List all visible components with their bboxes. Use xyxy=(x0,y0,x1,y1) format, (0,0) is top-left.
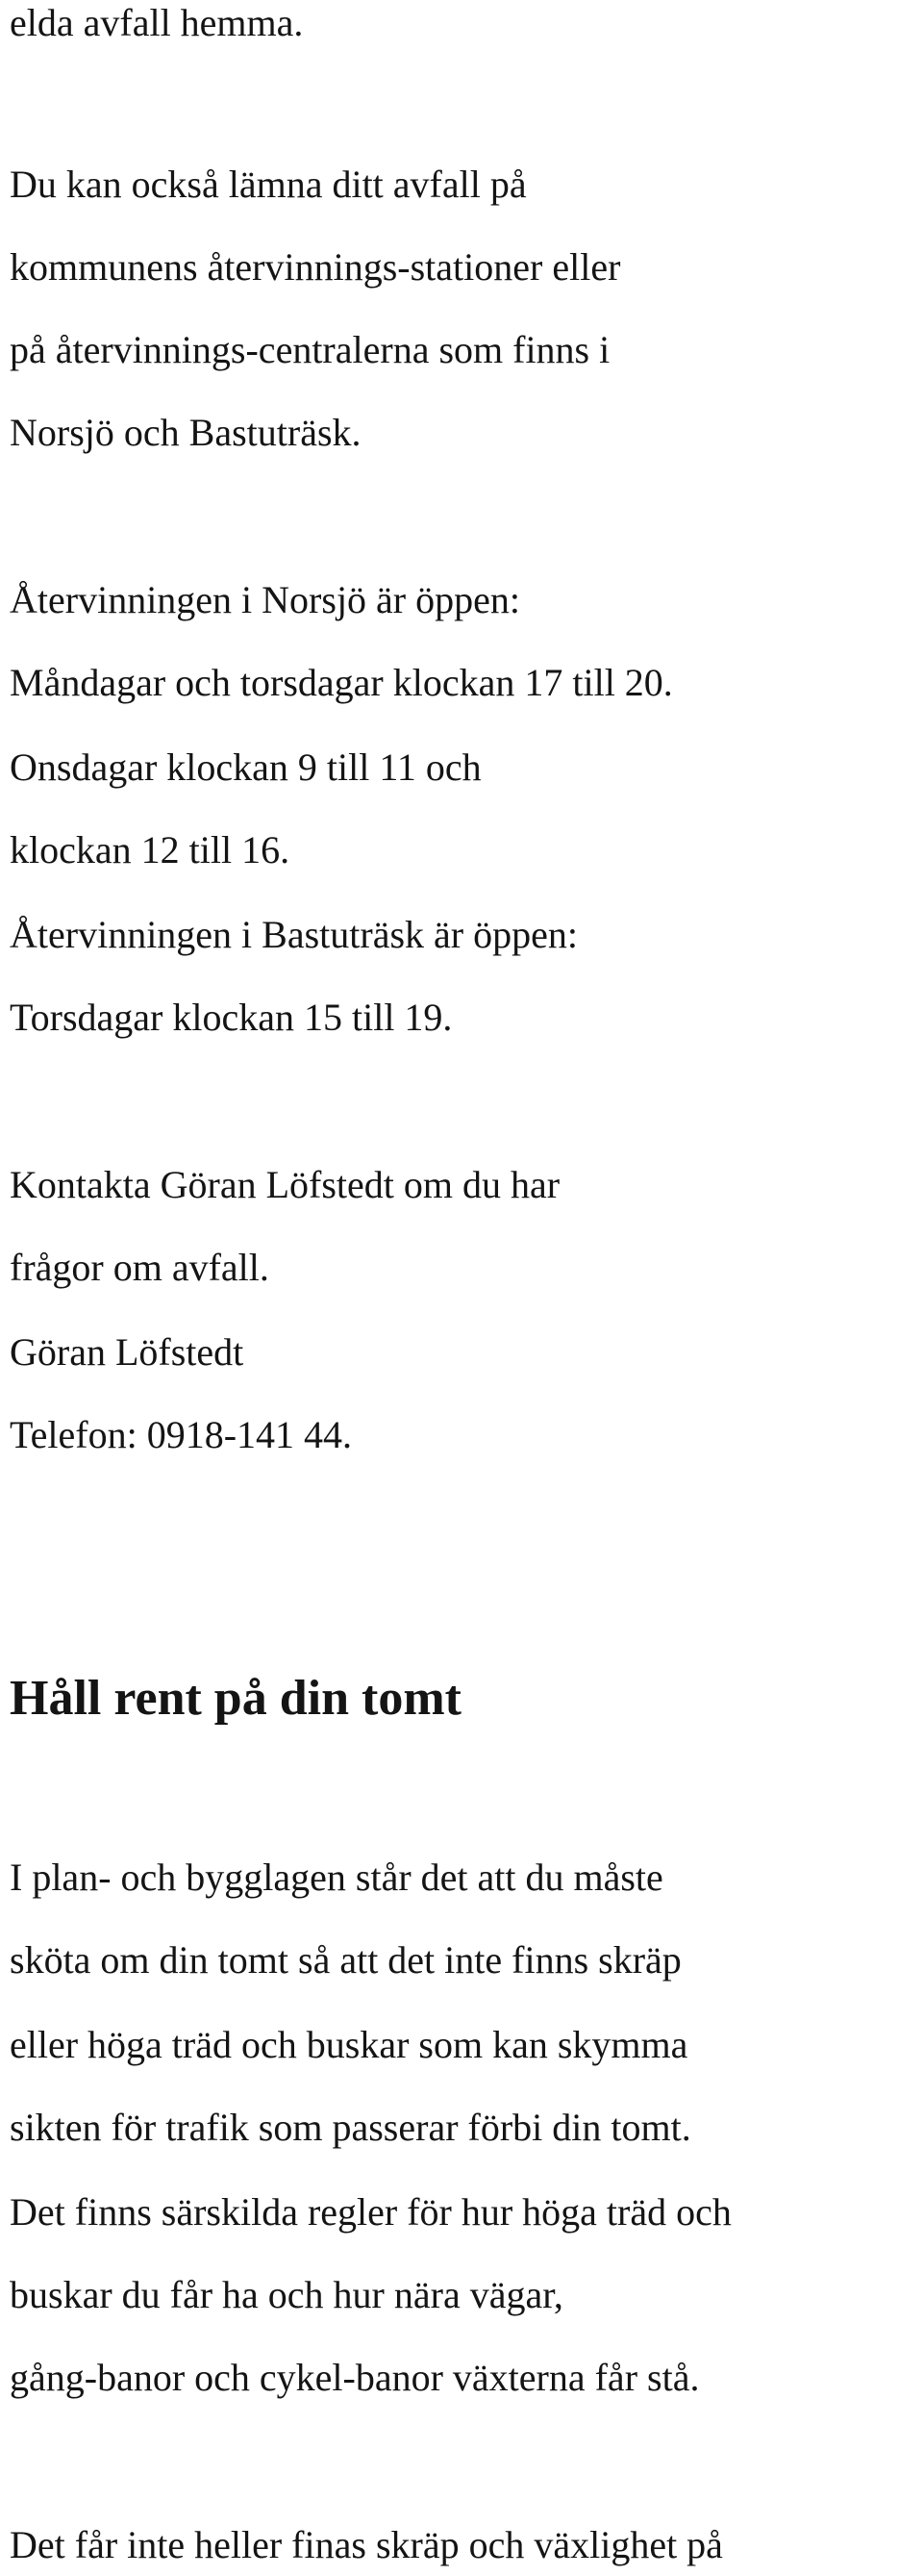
contact-line-1: Kontakta Göran Löfstedt om du har xyxy=(10,1163,561,1206)
contact-line-2: frågor om avfall. xyxy=(10,1246,269,1289)
section-line-7: gång-banor och cykel-banor växterna får stå. xyxy=(10,2356,700,2399)
intro-tail-line: elda avfall hemma. xyxy=(10,1,304,44)
hours-line-5: Återvinningen i Bastuträsk är öppen: xyxy=(10,913,578,956)
final-line: Det får inte heller finas skräp och växlighet på xyxy=(10,2523,723,2566)
hours-line-2: Måndagar och torsdagar klockan 17 till 20. xyxy=(10,661,673,704)
hours-line-1: Återvinningen i Norsjö är öppen: xyxy=(10,578,520,621)
section-line-2: sköta om din tomt så att det inte finns skräp xyxy=(10,1938,682,1982)
section-line-6: buskar du får ha och hur nära vägar, xyxy=(10,2273,563,2316)
hours-line-3: Onsdagar klockan 9 till 11 och xyxy=(10,745,482,789)
contact-phone: Telefon: 0918-141 44. xyxy=(10,1413,353,1456)
contact-name: Göran Löfstedt xyxy=(10,1330,244,1374)
recycling-line-3: på återvinnings-centralerna som finns i xyxy=(10,328,611,371)
recycling-line-2: kommunens återvinnings-stationer eller xyxy=(10,245,621,289)
section-line-4: sikten för trafik som passerar förbi din tomt. xyxy=(10,2106,691,2149)
hours-line-4: klockan 12 till 16. xyxy=(10,828,290,871)
section-line-5: Det finns särskilda regler för hur höga träd och xyxy=(10,2190,732,2234)
hours-line-6: Torsdagar klockan 15 till 19. xyxy=(10,996,453,1039)
section-line-3: eller höga träd och buskar som kan skymma xyxy=(10,2023,688,2066)
recycling-line-1: Du kan också lämna ditt avfall på xyxy=(10,163,527,206)
section-line-1: I plan- och bygglagen står det att du måste xyxy=(10,1856,663,1899)
section-heading: Håll rent på din tomt xyxy=(10,1671,462,1726)
recycling-line-4: Norsjö och Bastuträsk. xyxy=(10,411,362,454)
